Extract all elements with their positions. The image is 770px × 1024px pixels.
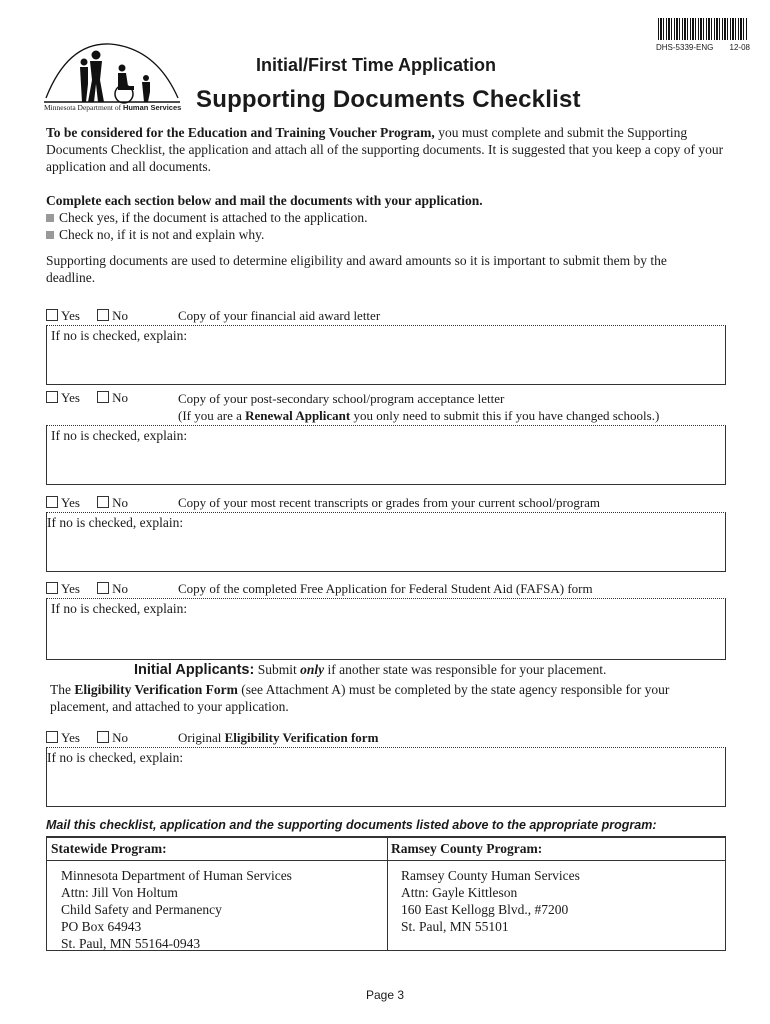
no-label: No bbox=[112, 730, 129, 745]
explain-label: If no is checked, explain: bbox=[51, 601, 188, 616]
bullet-icon bbox=[46, 231, 54, 239]
intro-text: you must complete and submit the Supporting Documents Checklist, the application and attach all of the supporting documents. It is suggested that you keep a copy of your application and all documents. bbox=[46, 125, 724, 174]
item1-description: Copy of your financial aid award letter bbox=[178, 308, 381, 323]
item2-text: Copy of your post-secondary school/program acceptance letter bbox=[178, 391, 505, 406]
address-line: 160 East Kellogg Blvd., #7200 bbox=[401, 902, 569, 917]
ramsey-heading: Ramsey County Program: bbox=[387, 838, 725, 861]
page-number: Page 3 bbox=[366, 988, 405, 1002]
item3-yes-checkbox[interactable] bbox=[46, 496, 58, 508]
bullet-icon bbox=[46, 214, 54, 222]
agency-prefix: Minnesota Department of bbox=[44, 103, 122, 112]
item2-description bbox=[178, 390, 659, 424]
initial-pre: Submit bbox=[254, 662, 301, 677]
statewide-column bbox=[47, 838, 388, 950]
item2-note-bold: Renewal Applicant bbox=[245, 408, 351, 423]
explain-label: If no is checked, explain: bbox=[51, 428, 188, 443]
initial-post: if another state was responsible for your placement. bbox=[324, 662, 607, 677]
item3-no-checkbox[interactable] bbox=[97, 496, 109, 508]
no-label: No bbox=[112, 581, 129, 596]
form-date: 12-08 bbox=[729, 43, 750, 52]
intro-paragraph bbox=[46, 124, 726, 175]
agency-name-bold: Human Services bbox=[122, 103, 182, 112]
address-line: Ramsey County Human Services bbox=[401, 868, 580, 883]
item4-description: Copy of the completed Free Application for Federal Student Aid (FAFSA) form bbox=[178, 581, 593, 596]
item1-options bbox=[46, 308, 128, 324]
address-table bbox=[46, 836, 726, 951]
form-code bbox=[656, 43, 750, 52]
item4-explain-box[interactable] bbox=[46, 598, 726, 660]
barcode bbox=[658, 18, 748, 40]
item2-explain-box[interactable] bbox=[46, 425, 726, 485]
yes-label: Yes bbox=[61, 495, 80, 510]
item1-yes-checkbox[interactable] bbox=[46, 309, 58, 321]
initial-only: only bbox=[300, 662, 325, 677]
address-line: St. Paul, MN 55101 bbox=[401, 919, 509, 934]
item4-yes-checkbox[interactable] bbox=[46, 582, 58, 594]
form-number: DHS-5339-ENG bbox=[656, 43, 714, 52]
item1-no-checkbox[interactable] bbox=[97, 309, 109, 321]
address-line: Attn: Gayle Kittleson bbox=[401, 885, 518, 900]
yes-label: Yes bbox=[61, 390, 80, 405]
item2-note-pre: (If you are a bbox=[178, 408, 246, 423]
initial-applicants-line bbox=[134, 662, 606, 678]
item5-pre: Original bbox=[178, 730, 225, 745]
item5-no-checkbox[interactable] bbox=[97, 731, 109, 743]
statewide-address bbox=[47, 861, 387, 952]
ramsey-column bbox=[387, 838, 725, 950]
item1-explain-box[interactable] bbox=[46, 325, 726, 385]
item2-note-post: you only need to submit this if you have changed schools.) bbox=[350, 408, 660, 423]
item2-yes-checkbox[interactable] bbox=[46, 391, 58, 403]
address-line: St. Paul, MN 55164-0943 bbox=[61, 936, 201, 951]
instructions bbox=[46, 192, 726, 243]
note-paragraph: Supporting documents are used to determine eligibility and award amounts so it is important to submit them by the deadline. bbox=[46, 253, 667, 285]
yes-label: Yes bbox=[61, 581, 80, 596]
ramsey-address bbox=[387, 861, 725, 935]
initial-applicants-label: Initial Applicants: bbox=[134, 662, 255, 678]
agency-name bbox=[44, 103, 181, 112]
item5-yes-checkbox[interactable] bbox=[46, 731, 58, 743]
initial-line2-pre: The bbox=[50, 682, 75, 697]
dhs-logo bbox=[38, 40, 188, 112]
yes-label: Yes bbox=[61, 730, 80, 745]
explain-label: If no is checked, explain: bbox=[47, 515, 184, 530]
initial-line2-post: (see Attachment A) must be completed by the state agency responsible for your placement, and attached to your application. bbox=[50, 682, 670, 714]
item5-bold: Eligibility Verification form bbox=[224, 730, 379, 745]
explain-label: If no is checked, explain: bbox=[51, 328, 188, 343]
item2-options bbox=[46, 390, 128, 406]
statewide-heading: Statewide Program: bbox=[47, 838, 387, 861]
instructions-heading: Complete each section below and mail the documents with your application. bbox=[46, 193, 483, 208]
no-label: No bbox=[112, 495, 129, 510]
instruction-no: Check no, if it is not and explain why. bbox=[59, 227, 265, 242]
eligibility-form-name: Eligibility Verification Form bbox=[74, 682, 238, 697]
item3-options bbox=[46, 495, 128, 511]
address-line: Attn: Jill Von Holtum bbox=[61, 885, 178, 900]
intro-bold: To be considered for the Education and Training Voucher Program, bbox=[46, 125, 435, 140]
mail-heading: Mail this checklist, application and the supporting documents listed above to the appropriate program: bbox=[46, 818, 657, 832]
address-line: PO Box 64943 bbox=[61, 919, 142, 934]
no-label: No bbox=[112, 308, 129, 323]
initial-applicants-text bbox=[50, 681, 710, 715]
item2-no-checkbox[interactable] bbox=[97, 391, 109, 403]
item3-explain-box[interactable] bbox=[46, 512, 726, 572]
item5-description bbox=[178, 730, 378, 746]
explain-label: If no is checked, explain: bbox=[47, 750, 184, 765]
item5-explain-box[interactable] bbox=[46, 747, 726, 807]
form-title: Initial/First Time Application bbox=[256, 55, 497, 75]
page-heading: Supporting Documents Checklist bbox=[196, 86, 581, 113]
no-label: No bbox=[112, 390, 129, 405]
address-line: Minnesota Department of Human Services bbox=[61, 868, 292, 883]
instruction-yes: Check yes, if the document is attached to the application. bbox=[59, 210, 368, 225]
item4-no-checkbox[interactable] bbox=[97, 582, 109, 594]
item3-description: Copy of your most recent transcripts or grades from your current school/program bbox=[178, 495, 601, 510]
yes-label: Yes bbox=[61, 308, 80, 323]
item4-options bbox=[46, 581, 128, 597]
item5-options bbox=[46, 730, 128, 746]
address-line: Child Safety and Permanency bbox=[61, 902, 222, 917]
